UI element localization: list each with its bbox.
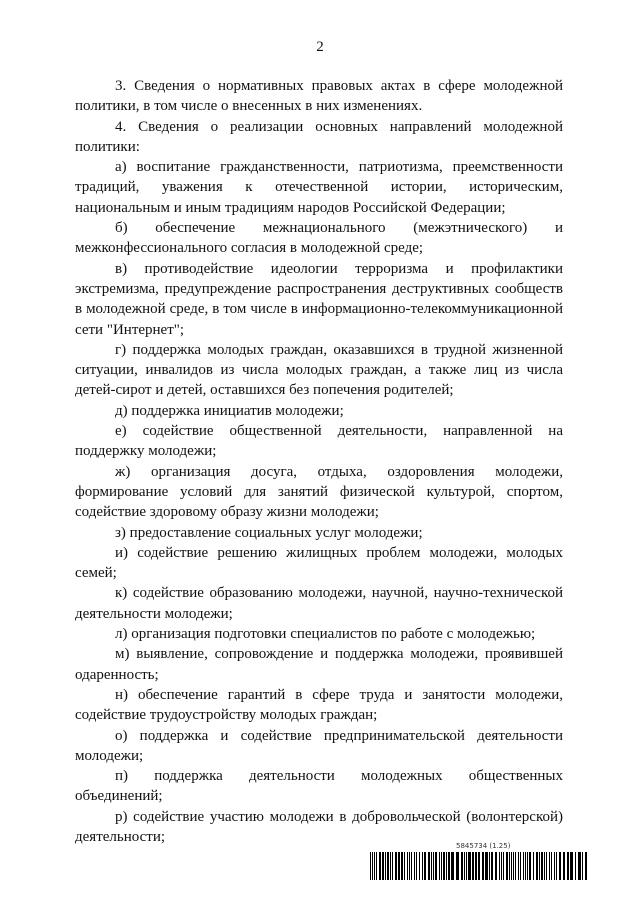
item-m: м) выявление, сопровождение и поддержка молодежи, проявившей одаренность;: [75, 646, 563, 683]
item-a: а) воспитание гражданственности, патриотизма, преемственности традиций, уважения к отечественной истории, историческим, национальным и иным традициям народов Российской Федерации;: [75, 159, 563, 216]
item-o: о) поддержка и содействие предпринимательской деятельности молодежи;: [75, 727, 563, 764]
item-b: б) обеспечение межнационального (межэтнического) и межконфессионального согласия в молодежной среде;: [75, 220, 563, 257]
paragraph-3: 3. Сведения о нормативных правовых актах в сфере молодежной политики, в том числе о внесенных в них изменениях.: [75, 78, 563, 115]
item-r: р) содействие участию молодежи в добровольческой (волонтерской) деятельности;: [75, 808, 563, 845]
page-number: 2: [316, 39, 324, 55]
item-p: п) поддержка деятельности молодежных общественных объединений;: [75, 768, 563, 805]
barcode-image: [370, 852, 588, 880]
item-g: г) поддержка молодых граждан, оказавшихся в трудной жизненной ситуации, инвалидов из числа молодых граждан, а также лиц из числа детей-сирот и детей, оставшихся без попечения родителей;: [75, 341, 563, 399]
item-z: з) предоставление социальных услуг молодежи;: [115, 524, 423, 541]
item-e: е) содействие общественной деятельности, направленной на поддержку молодежи;: [75, 423, 563, 460]
item-k: к) содействие образованию молодежи, научной, научно-технической деятельности молодежи;: [75, 585, 563, 622]
paragraph-4: 4. Сведения о реализации основных направлений молодежной политики:: [75, 118, 563, 155]
item-l: л) организация подготовки специалистов по работе с молодежью;: [115, 626, 536, 643]
item-v: в) противодействие идеологии терроризма и профилактики экстремизма, предупреждение распространения деструктивных сообществ в молодежной среде, в том числе в информационно-телекоммуникационной сети "Интернет";: [75, 260, 563, 338]
item-n: н) обеспечение гарантий в сфере труда и занятости молодежи, содействие трудоустройству молодых граждан;: [75, 686, 563, 724]
document-body: [75, 76, 563, 847]
item-d: д) поддержка инициатив молодежи;: [115, 402, 344, 419]
item-i: и) содействие решению жилищных проблем молодежи, молодых семей;: [75, 544, 563, 582]
item-zh: ж) организация досуга, отдыха, оздоровления молодежи, формирование условий для занятий физической культурой, спортом, содействие здоровому образу жизни молодежи;: [75, 463, 563, 521]
document-code: 5845734 (1.25): [456, 842, 511, 850]
